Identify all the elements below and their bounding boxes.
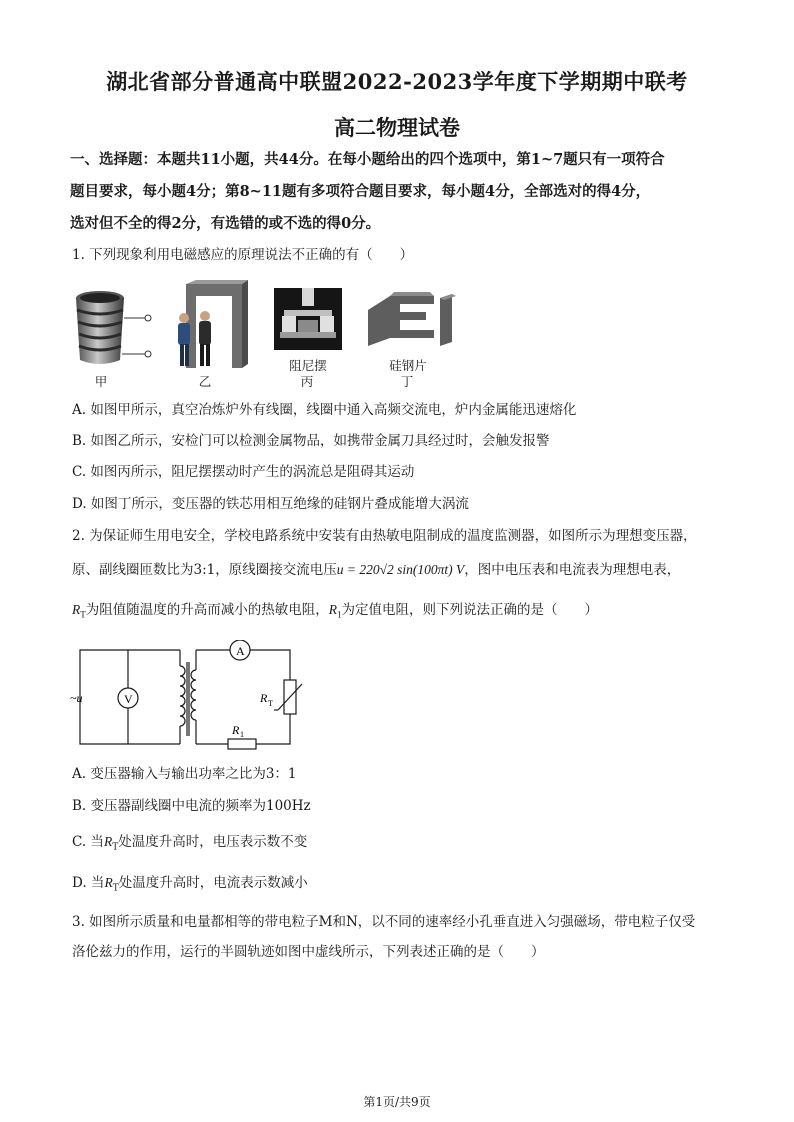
- symbol-rt-subscript: T: [112, 842, 119, 853]
- transformer-circuit-diagram: [70, 640, 310, 752]
- question-2-line1: 2. 为保证师生用电安全，学校电路系统中安装有由热敏电阻制成的温度监测器，如图所示为理想变压器，: [72, 528, 697, 544]
- symbol-r1: R: [328, 602, 337, 617]
- rt-label: R: [260, 691, 268, 705]
- figure-label-yi: 乙: [198, 374, 212, 389]
- symbol-rt: R: [72, 602, 81, 617]
- question-2-option-d: [72, 873, 732, 899]
- figure-label-jia: 甲: [94, 374, 108, 389]
- security-gate-figure: [172, 280, 252, 372]
- question-1-option-b: B. 如图乙所示，安检门可以检测金属物品，如携带金属刀具经过时，会触发报警: [72, 433, 550, 449]
- symbol-rt: R: [103, 834, 113, 849]
- question-2-text: 原、副线圈匝数比为3:1，原线圈接交流电压: [72, 562, 337, 578]
- voltmeter-label: V: [124, 692, 133, 706]
- question-3-line1: 3. 如图所示质量和电量都相等的带电粒子M和N，以不同的速率经小孔垂直进入匀强磁场，带电粒子仅受: [72, 914, 696, 930]
- option-text: 处温度升高时，电压表示数不变: [118, 834, 308, 850]
- exam-subtitle: 高二物理试卷: [334, 115, 460, 140]
- symbol-rt-subscript: T: [112, 883, 119, 894]
- question-2-line3: [72, 600, 732, 625]
- symbol-rt: R: [104, 875, 113, 890]
- symbol-rt-subscript: T: [80, 609, 86, 620]
- question-1-option-d: D. 如图丁所示，变压器的铁芯用相互绝缘的硅钢片叠成能增大涡流: [72, 496, 469, 512]
- question-2-text: 为阻值随温度的升高而减小的热敏电阻，: [85, 602, 329, 618]
- option-text: D. 当: [72, 875, 105, 891]
- section-instruction-line3: 选对但不全的得2分，有选错的或不选的得0分。: [70, 215, 381, 232]
- question-2-option-b: B. 变压器副线圈中电流的频率为100Hz: [72, 798, 311, 814]
- r1-label-subscript: 1: [240, 730, 244, 739]
- question-1-option-a: A. 如图甲所示，真空冶炼炉外有线圈，线圈中通入高频交流电，炉内金属能迅速熔化: [72, 402, 577, 418]
- figure-caption-damping-pendulum: 阻尼摆: [289, 358, 327, 373]
- symbol-r1-subscript: 1: [337, 609, 342, 620]
- figure-caption-silicon-steel: 硅钢片: [389, 358, 427, 373]
- option-text: C. 当: [72, 834, 104, 850]
- question-1-option-c: C. 如图丙所示，阻尼摆摆动时产生的涡流总是阻碍其运动: [72, 464, 415, 480]
- damping-pendulum-figure: [274, 288, 342, 350]
- page-number: 第1页/共9页: [363, 1095, 431, 1109]
- source-label: ~u: [70, 691, 83, 705]
- silicon-steel-figure: [360, 290, 460, 352]
- rt-label-subscript: T: [268, 699, 273, 708]
- question-1-stem: 1. 下列现象利用电磁感应的原理说法不正确的有（ ）: [72, 247, 414, 263]
- furnace-coil-figure: [70, 288, 160, 370]
- figure-label-bing: 丙: [300, 374, 314, 389]
- question-2-option-c: [72, 832, 732, 858]
- voltage-formula: u = 220√2 sin(100πt) V: [336, 562, 465, 577]
- exam-title: 湖北省部分普通高中联盟2022-2023学年度下学期期中联考: [106, 69, 688, 94]
- question-2-line2: [72, 560, 732, 580]
- question-2-text: ，图中电压表和电流表为理想电表，: [464, 562, 681, 578]
- question-3-line2: 洛伦兹力的作用，运行的半圆轨迹如图中虚线所示，下列表述正确的是（ ）: [72, 944, 545, 960]
- figure-label-ding: 丁: [400, 374, 414, 389]
- section-instruction-line1: 一、选择题：本题共11小题，共44分。在每小题给出的四个选项中，第1~7题只有一项符合: [70, 151, 665, 168]
- section-instruction-line2: 题目要求，每小题4分；第8~11题有多项符合题目要求，每小题4分，全部选对的得4分，: [70, 183, 651, 200]
- ammeter-label: A: [236, 644, 245, 658]
- question-1-figures: [70, 280, 470, 392]
- question-2-text: 为定值电阻，则下列说法正确的是（ ）: [341, 602, 598, 618]
- r1-label: R: [232, 723, 240, 737]
- option-text: 处温度升高时，电流表示数减小: [118, 875, 308, 891]
- question-2-option-a: A. 变压器输入与输出功率之比为3：1: [72, 766, 297, 782]
